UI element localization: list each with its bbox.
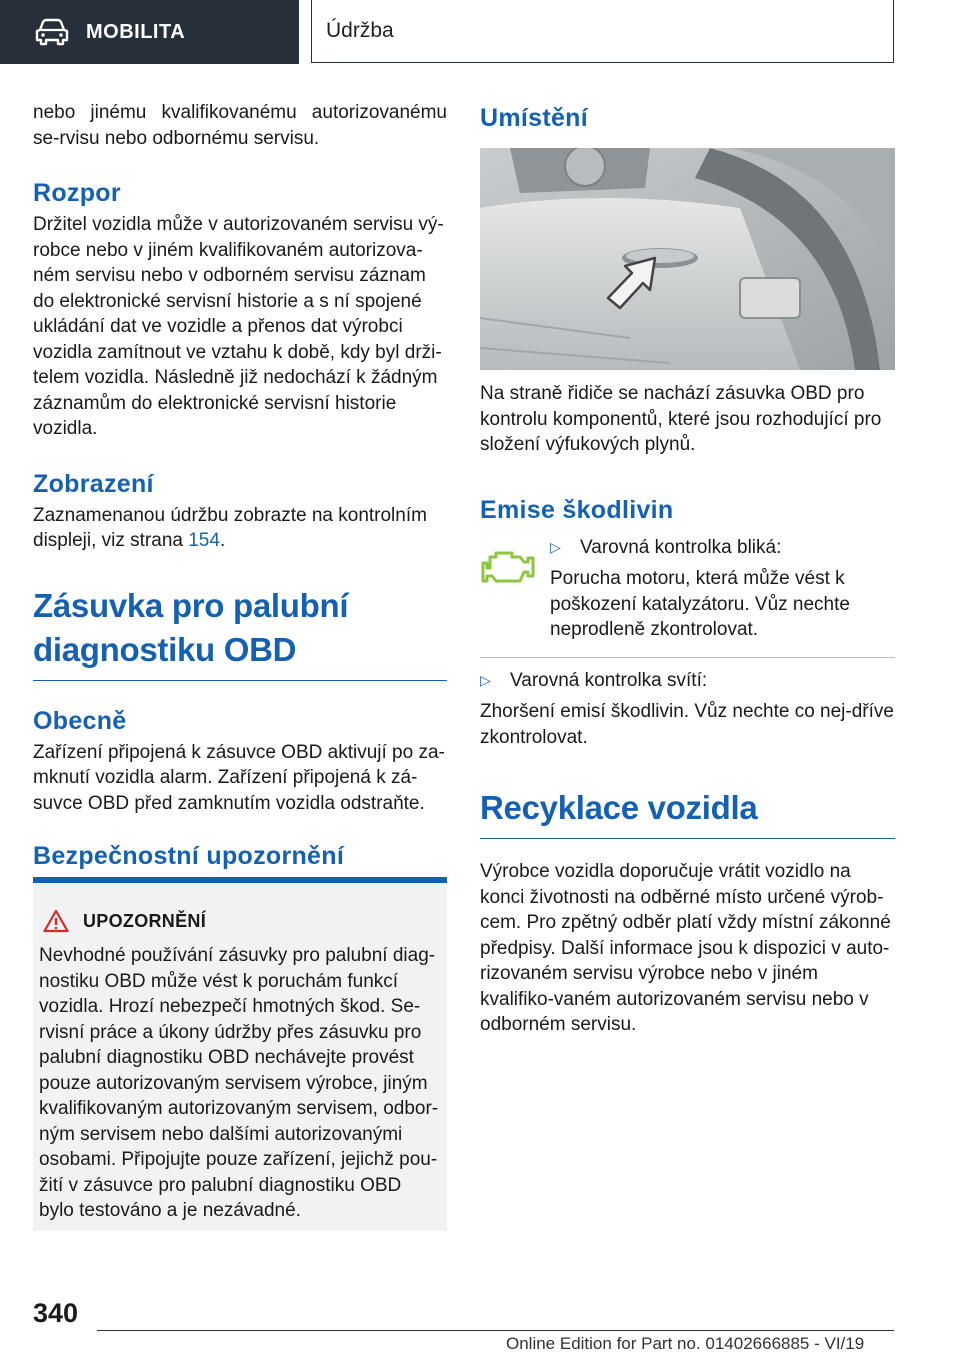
zobrazeni-paragraph bbox=[33, 503, 447, 554]
umisteni-caption: Na straně řidiče se nachází zásuvka OBD pro kontrolu komponentů, které jsou rozhodující pro složení výfukových plynů. bbox=[480, 383, 882, 455]
heading-obecne: Obecně bbox=[33, 706, 127, 735]
chapter-label: Údržba bbox=[326, 19, 394, 42]
warning-triangle-icon bbox=[43, 909, 69, 933]
list-item bbox=[550, 535, 895, 561]
heading-umisteni: Umístění bbox=[480, 104, 588, 132]
emise-item-2 bbox=[480, 668, 895, 751]
list-item bbox=[480, 668, 895, 694]
edition-text: Online Edition for Part no. 01402666885 - VI/19 bbox=[506, 1334, 865, 1353]
recyklace-paragraph: Výrobce vozidla doporučuje vrátit vozidlo na konci životnosti na odběrné místo určené výrob-cem. Pro zpětný odběr platí vždy místní zákonné předpisy. Další informace jsou k dispozici v auto-rizovaném servisu výrobce nebo v jiném kvalifiko-vaném autorizovaném servisu nebo v odborném servisu. bbox=[480, 861, 891, 1035]
zobrazeni-text: Zaznamenanou údržbu zobrazte na kontrolním displeji, viz strana bbox=[33, 504, 427, 551]
section-tab[interactable] bbox=[0, 0, 299, 64]
heading-rozpor: Rozpor bbox=[33, 179, 121, 207]
heading-zobrazeni: Zobrazení bbox=[33, 469, 154, 498]
heading-obd-line1: Zásuvka pro palubní bbox=[33, 586, 349, 624]
page-link[interactable]: 154 bbox=[188, 530, 220, 551]
emise-icon-cell bbox=[480, 535, 550, 643]
list-divider bbox=[480, 657, 895, 658]
chapter-tab[interactable] bbox=[311, 0, 894, 63]
heading-obd-line2: diagnostiku OBD bbox=[33, 630, 297, 668]
warning-title: UPOZORNĚNÍ bbox=[83, 910, 207, 931]
zobrazeni-text-end: . bbox=[219, 530, 226, 551]
right-column bbox=[480, 100, 895, 133]
warning-header bbox=[43, 907, 439, 935]
triangle-bullet-icon: ▷ bbox=[550, 538, 561, 555]
item-label: Varovná kontrolka bliká: bbox=[580, 536, 782, 558]
item-detail: Zhoršení emisí škodlivin. Vůz nechte co nej-dříve zkontrolovat. bbox=[480, 701, 894, 748]
car-icon bbox=[34, 18, 70, 46]
page-header bbox=[0, 0, 960, 66]
warning-text: Nevhodné používání zásuvky pro palubní diag-nostiku OBD může vést k poruchám funkcí vozidla. Hrozí nebezpečí hmotných škod. Se-rvisní práce a úkony údržby přes zásuvku pro palubní diagnostiku OBD nechávejte provést pouze autorizovaným servisem výrobce, jiným kvalifikovaným autorizovaným servisem, odbor-ným servisem nebo dalšími autorizovanými osobami. Připojujte pouze zařízení, jejichž pou-žití v zásuvce pro palubní diagnostiku OBD bylo testováno a je nezávadné. bbox=[39, 945, 439, 1221]
heading-recyklace: Recyklace vozidla bbox=[480, 789, 758, 826]
section-rule bbox=[33, 680, 447, 681]
obecne-paragraph: Zařízení připojená k zásuvce OBD aktivují po za-mknutí vozidla alarm. Zařízení připojená k zá-suvce OBD před zamknutím vozidla odstraňte. bbox=[33, 741, 445, 814]
footer-rule bbox=[97, 1330, 894, 1331]
rozpor-paragraph: Držitel vozidla může v autorizovaném servisu vý-robce nebo v jiném kvalifikovaném autorizova-ném servisu nebo v odborném servisu záznam do elektronické servisní historie a s ní spojené ukládání dat ve vozidle a přenos dat výrobci vozidla zamítnout ve vztahu k době, kdy byl drži-telem vozidla. Následně již nedochází k žádným záznamům do elektronické servisní historie vozidla. bbox=[33, 214, 444, 439]
item-detail: Porucha motoru, která může vést k poškození katalyzátoru. Vůz nechte neprodleně zkontrolovat. bbox=[550, 568, 850, 640]
emise-list bbox=[550, 535, 895, 643]
left-column bbox=[33, 100, 447, 871]
section-rule bbox=[480, 838, 895, 839]
item-label: Varovná kontrolka svítí: bbox=[510, 669, 708, 691]
heading-emise: Emise škodlivin bbox=[480, 495, 674, 524]
intro-paragraph: nebo jinému kvalifikovanému autorizovanému se-rvisu nebo odbornému servisu. bbox=[33, 102, 447, 149]
engine-warning-icon bbox=[480, 549, 536, 585]
obd-location-photo bbox=[480, 148, 895, 370]
warning-box bbox=[33, 877, 447, 1231]
emise-block bbox=[480, 535, 895, 643]
triangle-bullet-icon: ▷ bbox=[480, 671, 491, 688]
section-label: MOBILITA bbox=[86, 20, 186, 43]
page-number: 340 bbox=[33, 1298, 79, 1328]
heading-bezpecnostni: Bezpečnostní upozornění bbox=[33, 842, 345, 870]
right-column-lower bbox=[480, 381, 895, 1038]
